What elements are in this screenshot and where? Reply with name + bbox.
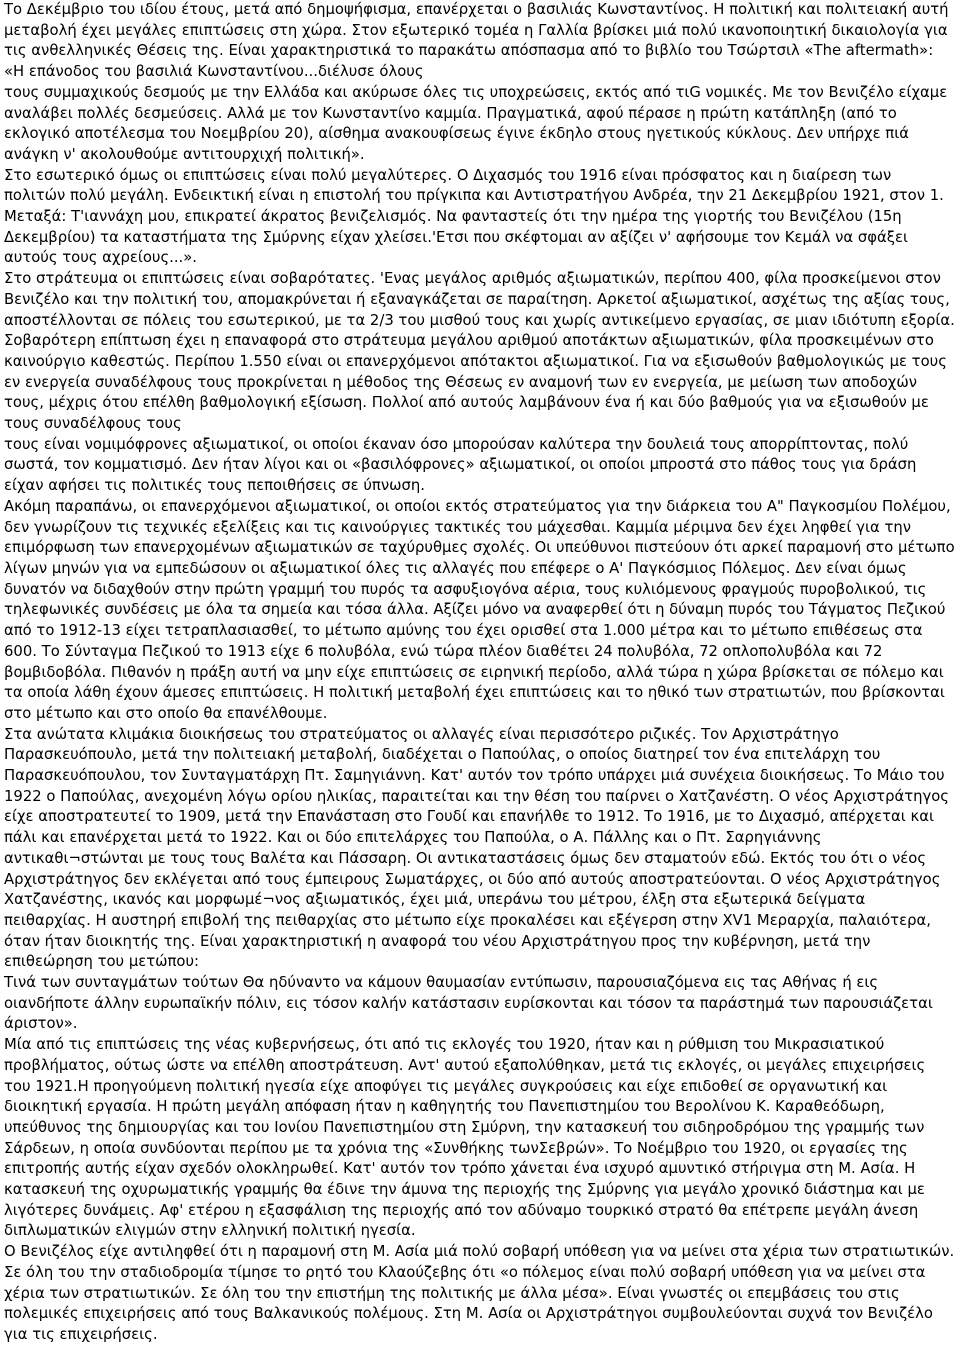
paragraph-return-of-king: Το Δεκέμβριο του ιδίου έτους, μετά από δημοψήφισμα, επανέρχεται ο βασιλιάς Κωνσταντίνος. Η πολιτική και πολιτειακή αυτή μεταβολή έχει μεγάλες επιπτώσεις στη χώρα. Στον εξωτερικό τομέα η Γαλλία βρίσκει μιά πολύ ικανοποιητική δικαιολογία για τις ανθελληνικές Θέσεις της. Είναι χαρακτηριστικά το παρακάτω απόσπασμα από το βιβλίο του Τσώρτσιλ «The aftermath»: [4,1,949,60]
paragraph-venizelos: Ο Βενιζέλος είχε αντιληφθεί ότι η παραμονή στη Μ. Ασία μιά πολύ σοβαρή υπόθεση για να μείνει στα χέρια των στρατιωτικών. Σε όλη του την σταδιοδρομία τίμησε το ρητό του Κλαούζεβης ότι «ο πόλεμος είναι πολύ σοβαρή υπόθεση για να μείνει στα χέρια των στρατιωτικών. Σε όλη του την επιστήμη της πολιτικής με άλλα μέσα». Είναι γνωστές οι επεμβάσεις του στις πολεμικές επιχειρήσεις από τους Βαλκανικούς πολέμους. Στη Μ. Ασία οι Αρχιστράτηγοι συμβουλεύονται συχνά τον Βενιζέλο για τις επιχειρήσεις. [4,1243,955,1343]
paragraph-regiments-quote: Τινά των συνταγμάτων τούτων Θα ηδύναντο να κάμουν θαυμασίαν εντύπωσιν, παρουσιαζόμενα εις τας Αθήνας ή εις οιανδήποτε άλλην ευρωπαϊκήν πόλιν, εις τόσον καλήν κατάστασιν ευρίσκονται και τόσον τα παράστημά των παρουσιάζεται άριστον». [4,974,933,1033]
paragraph-new-government: Μία από τις επιπτώσεις της νέας κυβερνήσεως, ότι από τις εκλογές του 1920, ήταν και η ρύθμιση του Μικρασιατικού προβλήματος, ούτως ώστε να επέλθη αποστράτευση. Αντ' αυτού εξαπολύθηκαν, μετά τις εκλογές, οι μεγάλες επιχειρήσεις του 1921.Η προηγούμενη πολιτική ηγεσία είχε αποφύγει τις μεγάλες συγκρούσεις και είχε επιδοθεί σε οργανωτική και διοικητική εργασία. Η πρώτη μεγάλη απόφαση ήταν η καθηγητής του Πανεπιστημίου του Βερολίνου Κ. Καραθεόδωρη, υπεύθυνος της δημιουργίας και του Ιονίου Πανεπιστημίου στη Σμύρνη, την κατασκευή του σιδηροδρόμου της γραμμής των Σάρδεων, η οποία συνδύονται περίπου με τα χρόνια της «Συνθήκης τωνΣεβρών». Το Νοέμβριο του 1920, οι εργασίες της επιτροπής αυτής είχαν σχεδόν ολοκληρωθεί. Κατ' αυτόν τον τρόπο χάνεται ένα ισχυρό αμυντικό στήριγμα στη Μ. Ασία. Η κατασκευή της οχυρωματικής γραμμής θα έδινε την άμυνα της περιοχής της Σμύρνης για μεγάλο χρονικό διάστημα και με λιγότερες δυνάμεις. Αφ' ετέρου η εξασφάλιση της περιοχής από τον αδύναμο τουρκικό στρατό θα επέτρεπε μεγάλη άνεση διπλωματικών ελιγμών στην ελληνική πολιτική ηγεσία. [4,1036,926,1240]
paragraph-loyal-officers: τους είναι νομιμόφρονες αξιωματικοί, οι οποίοι έκαναν όσο μπορούσαν καλύτερα την δουλειά τους απορρίπτοντας, πολύ σωστά, τον κομματισμό. Δεν ήταν λίγοι και οι «βασιλόφρονες» αξιωματικοί, οι οποίοι μπροστά στο πάθος τους για δράση είχαν αφήσει τις πολιτικές τους πεποιθήσεις σε ύπνωση. [4,435,917,495]
paragraph-high-command: Στα ανώτατα κλιμάκια διοικήσεως του στρατεύματος οι αλλαγές είναι περισσότερο ριζικές. Τον Αρχιστράτηγο Παρασκευόπουλο, μετά την πολιτειακή μεταβολή, διαδέχεται ο Παπούλας, ο οποίος διατηρεί τον ένα επιτελάρχη του Παρασκευόπουλου, τον Συνταγματάρχη Πτ. Σαμηγιάννη. Κατ' αυτόν τον τρόπο υπάρχει μιά συνέχεια διοικήσεως. Το Μάιο του 1922 ο Παπούλας, ανεχομένη λόγω ορίου ηλικίας, παραιτείται και την θέση του παίρνει ο Χατζανέστη. Ο νέος Αρχιστράτηγος είχε αποστρατευτεί το 1909, μετά την Επανάσταση στο Γουδί και επανήλθε το 1912. Το 1916, με το Διχασμό, απέρχεται και πάλι και επανέρχεται μετά το 1922. Και οι δύο επιτελάρχες του Παπούλα, ο Α. Πάλλης και ο Πτ. Σαρηγιάννης αντικαθι¬στώνται με τους τους Βαλέτα και Πάσσαρη. Οι αντικαταστάσεις όμως δεν σταματούν εδώ. Εκτός του ότι ο νέος Αρχιστράτηγος δεν εκλέγεται από τους έμπειρους Σωματάρχες, οι δύο από αυτούς αποστρατεύονται. Ο νέος Αρχιστράτηγος Χατζανέστης, ικανός και μορφωμέ¬νος αξιωματικός, έχει μιά, υπεράνω του μέτρου, έλξη στα εξωτερικά δείγματα πειθαρχίας. Η αυστηρή επιβολή της πειθαρχίας στο μέτωπο είχε προκαλέσει και εξέγερση στην ΧV1 Μεραρχία, παλαιότερα, όταν ήταν διοικητής της. Είναι χαρακτηριστική η αναφορά του νέου Αρχιστράτηγου προς την κυβέρνηση, μετά την επιθεώρηση του μετώπου: [4,725,949,971]
quote-opening-line: «Η επάνοδος του βασιλιά Κωνσταντίνου...διέλυσε όλους [4,63,424,81]
paragraph-returning-officers: Ακόμη παραπάνω, οι επανερχόμενοι αξιωματικοί, οι οποίοι εκτός στρατεύματος για την διάρκεια του Α" Παγκοσμίου Πολέμου, δεν γνωρίζουν τις τεχνικές εξελίξεις και τις καινούργιες τακτικές του μάχεσθαι. Καμμία μέριμνα δεν έχει ληφθεί για την επιμόρφωση των επανερχομένων αξιωματικών σε ταχύρυθμες σχολές. Οι υπεύθυνοι πιστεύουν ότι αρκεί παραμονή στο μέτωπο λίγων μηνών για να εμπεδώσουν οι αξιωματικοί όλες τις αλλαγές που επέφερε ο Α' Παγκόσμιος Πόλεμος. Δεν είναι όμως δυνατόν να διδαχθούν στην πρώτη γραμμή του πυρός τα ασφυξιογόνα αέρια, τους κυλιόμενους φραγμούς πυροβολικού, τις τηλεφωνικές συνδέσεις με όλα τα σημεία και τόσα άλλα. Αξίζει μόνο να αναφερθεί ότι η δύναμη πυρός του Τάγματος Πεζικού από το 1912-13 είχει τετραπλασιασθεί, το μέτωπο αμύνης του έχει ορισθεί στα 1.000 μέτρα και το μέτωπο επιθέσεως στα 600. Το Σύνταγμα Πεζικού το 1913 είχε 6 πολυβόλα, ενώ τώρα πλέον διαθέτει 24 πολυβόλα, 72 οπλοπολυβόλα και 72 βομβιδοβόλα. Πιθανόν η πράξη αυτή να μην είχε επιπτώσεις σε ειρηνική περίοδο, αλλά τώρα η χώρα βρίσκεται σε πόλεμο και τα οποία λάθη έχουν άμεσες επιπτώσεις. Η πολιτική μεταβολή έχει επιπτώσεις και το ηθικό των στρατιωτών, που βρίσκονται στο μέτωπο και στο οποίο θα επανέλθουμε. [4,497,955,722]
paragraph-army-effects: Στο στράτευμα οι επιπτώσεις είναι σοβαρότατες. 'Ενας μεγάλος αριθμός αξιωματικών, περίπου 400, φίλα προσκείμενοι στον Βενιζέλο και την πολιτική του, απομακρύνεται ή εξαναγκάζεται σε παραίτηση. Αρκετοί αξιωματικοί, ασχέτως της αξίας τους, αποστέλλονται σε πόλεις του εσωτερικού, με τα 2/3 του μισθού τους και χωρίς αντικείμενο εργασίας, σε μιαν ιδιότυπη εξορία. Σοβαρότερη επίπτωση έχει η επαναφορά στο στράτευμα μεγάλου αριθμού αποτάκτων αξιωματικών, φίλα προσκειμένων στο καινούργιο καθεστώς. Περίπου 1.550 είναι οι επανερχόμενοι απότακτοι αξιωματικοί. Για να εξισωθούν βαθμολογικώς με τους εν ενεργεία συναδέλφους τους προκρίνεται η μέθοδος της Θέσεως εν αναμονή των εν ενεργεία, με μείωση των αποδοχών τους, μέχρις ότου επέλθη βαθμολογική εξίσωση. Πολλοί από αυτούς λαμβάνουν ένα ή και δύο βαθμούς για να εξισωθούν με τους συναδέλφους τους [4,270,955,433]
quote-continuation: τους συμμαχικούς δεσμούς με την Ελλάδα και ακύρωσε όλες τις υποχρεώσεις, εκτός από τιG νομικές. Με τον Βενιζέλο είχαμε αναλάβει πολλές δεσμεύσεις. Αλλά με τον Κωνσταντίνο καμμία. Πραγματικά, αφού πέρασε η πρώτη κατάπληξη (από το εκλογικό αποτέλεσμα του Νοεμβρίου 20), αίσθημα ανακουφίσεως έγινε έκδηλο στους ηγετικούς κύκλους. Δεν υπήρχε πιά ανάγκη ν' ακολουθούμε αντιτουρχιχή πολιτική». [4,83,948,163]
paragraph-internal-effects: Στο εσωτερικό όμως οι επιπτώσεις είναι πολύ μεγαλύτερες. Ο Διχασμός του 1916 είναι πρόσφατος και η διαίρεση των πολιτών πολύ μεγάλη. Ενδεικτική είναι η επιστολή του πρίγκιπα και Αντιστρατήγου Ανδρέα, την 21 Δεκεμβρίου 1921, στον 1. Μεταξά: Τ'ιαννάχη μου, επικρατεί άκρατος βενιζελισμός. Να φανταστείς ότι την ημέρα της γιορτής του Βενιζέλου (15η Δεκεμβρίου) τα καταστήματα της Σμύρνης είχαν χλείσει.'Ετσι που σκέφτομαι αν αξίζει ν' αφήσουμε τον Κεμάλ να σφάξει αυτούς τους αχρείους...». [4,166,944,267]
